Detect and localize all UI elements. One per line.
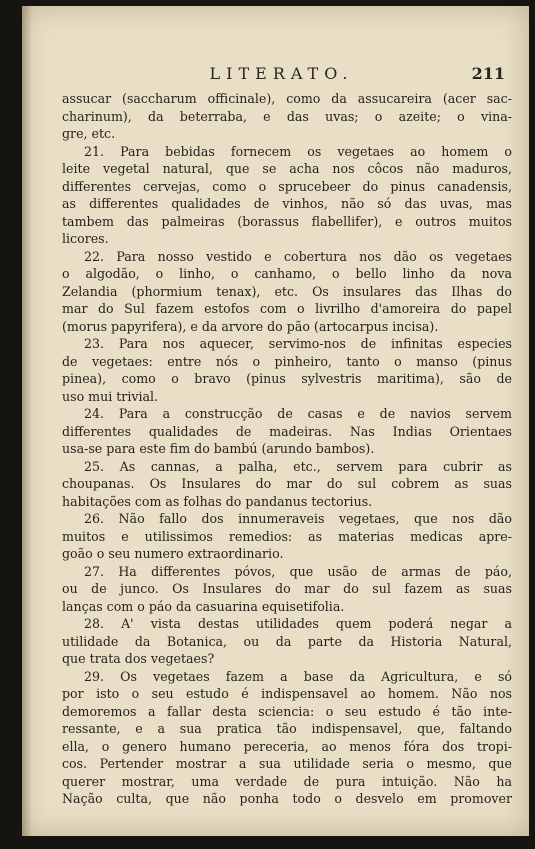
text-line: de vegetaes: entre nós o pinheiro, tanto o manso (pinus <box>62 353 512 369</box>
text-line: goão o seu numero extraordinario. <box>62 546 284 561</box>
text-line: que trata dos vegetaes? <box>62 651 215 666</box>
text-line: cos. Pertender mostrar a sua utilidade seria o mesmo, que <box>62 756 512 771</box>
text-line: 26. Não fallo dos innumeraveis vegetaes, que nos dão <box>84 511 512 526</box>
text-line: leite vegetal natural, que se acha nos côcos não maduros, <box>62 161 512 176</box>
text-line: ou de junco. Os Insulares do mar do sul fazem as suas <box>62 581 512 596</box>
text-line: o algodão, o linho, o canhamo, o bello linho da nova <box>62 266 512 281</box>
text-line: ella, o genero humano pereceria, ao menos fóra dos tropi- <box>62 738 512 754</box>
text-line: tambem das palmeiras (borassus flabellifer), e outros muitos <box>62 213 512 229</box>
text-line: differentes cervejas, como o sprucebeer do pinus canadensis, <box>62 178 512 194</box>
text-line: habitações com as folhas do pandanus tectorius. <box>62 493 373 509</box>
text-line: 21. Para bebidas fornecem os vegetaes ao homem o <box>84 143 512 159</box>
page-header <box>58 64 505 90</box>
page-number: 211 <box>471 64 505 83</box>
running-title: LITERATO. <box>209 64 354 83</box>
text-line: licores. <box>62 231 109 246</box>
text-line: 27. Ha differentes póvos, que usão de armas de páo, <box>84 563 512 579</box>
text-line: 22. Para nosso vestido e cobertura nos dão os vegetaes <box>84 248 512 264</box>
text-line: gre, etc. <box>62 126 116 141</box>
text-line: charinum), da beterraba, e das uvas; o azeite; o vina- <box>62 108 512 124</box>
text-line: querer mostrar, uma verdade de pura intuição. Não ha <box>62 773 512 789</box>
text-line: 29. Os vegetaes fazem a base da Agricultura, e só <box>84 668 512 684</box>
text-line: demoremos a fallar desta sciencia: o seu estudo é tão inte- <box>62 703 512 719</box>
text-line: usa-se para este fim do bambú (arundo bambos). <box>62 441 375 456</box>
text-line: 25. As cannas, a palha, etc., servem para cubrir as <box>84 458 512 474</box>
text-line: (morus papyrifera), e da arvore do pão (artocarpus incisa). <box>62 318 439 334</box>
text-line: 24. Para a construcção de casas e de navios servem <box>84 406 512 421</box>
text-line: differentes qualidades de madeiras. Nas Indias Orientaes <box>62 423 512 439</box>
text-line: assucar (saccharum officinale), como da assucareira (acer sac- <box>62 91 512 106</box>
text-line: utilidade da Botanica, ou da parte da Historia Natural, <box>62 633 512 649</box>
text-line: ressante, e a sua pratica tão indispensavel, que, faltando <box>62 721 512 736</box>
text-line: Zelandia (phormium tenax), etc. Os insulares das Ilhas do <box>62 283 512 299</box>
text-line: muitos e utilissimos remedios: as materias medicas apre- <box>62 528 512 544</box>
text-line: lanças com o páo da casuarina equisetifolia. <box>62 598 345 614</box>
text-line: as differentes qualidades de vinhos, não só das uvas, mas <box>62 196 512 211</box>
text-line: mar do Sul fazem estofos com o livrilho d'amoreira do papel <box>62 301 512 316</box>
body-text <box>62 90 512 808</box>
text-line: Nação culta, que não ponha todo o desvelo em promover <box>62 791 512 806</box>
text-line: uso mui trivial. <box>62 388 159 404</box>
book-page <box>22 6 529 836</box>
text-line: choupanas. Os Insulares do mar do sul cobrem as suas <box>62 476 512 491</box>
text-line: 23. Para nos aquecer, servimo-nos de infinitas especies <box>84 336 512 351</box>
text-line: pinea), como o bravo (pinus sylvestris maritima), são de <box>62 371 512 386</box>
text-line: por isto o seu estudo é indispensavel ao homem. Não nos <box>62 686 512 701</box>
text-line: 28. A' vista destas utilidades quem poderá negar a <box>84 616 512 631</box>
